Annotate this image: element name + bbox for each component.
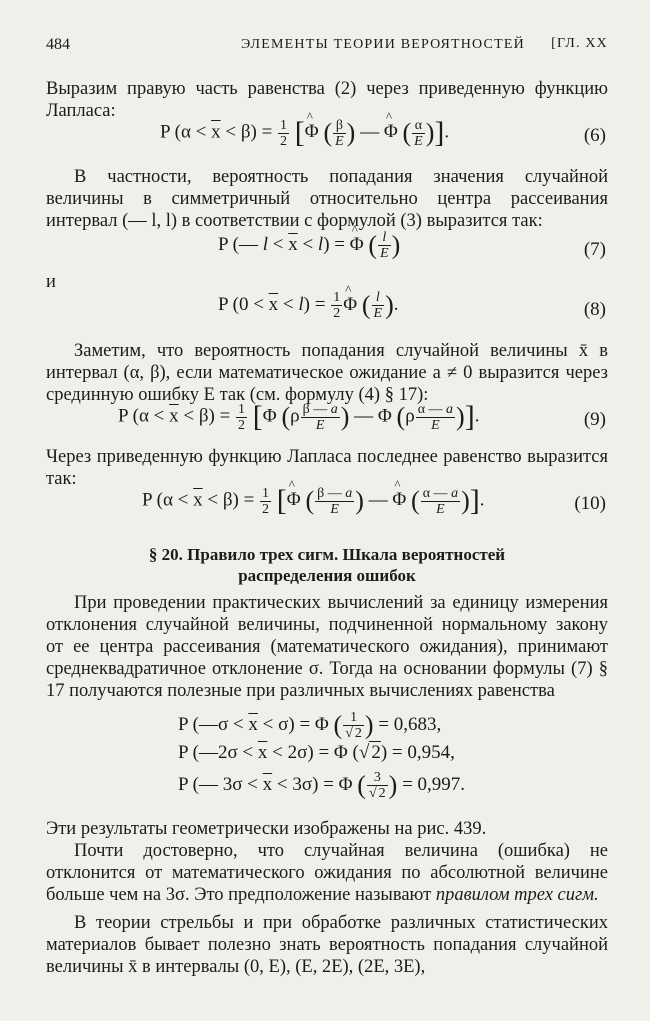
section-heading-line-2: распределения ошибок [238, 566, 416, 585]
word-and: и [46, 272, 56, 292]
equation-number-7: (7) [583, 239, 606, 260]
result-sigma-2: = 0,954, [391, 742, 455, 763]
formula-sigma-3 [0, 770, 650, 810]
formula-8 [0, 290, 650, 330]
equation-number-9: (9) [583, 409, 606, 430]
paragraph-3: Заметим, что вероятность попадания случайной величины x̄ в интервал (α, β), если математическое ожидание a ≠ 0 выразится через срединную ошибку E так (см. формулу (4) § 17): [46, 341, 608, 405]
formula-9-expression: P $(\alpha < \overline{x} < \beta)$ = $\frac{1}{2}$ [Φ (ρ $\frac{\beta — a}{E}$ ) — Φ (ρ $\frac{\alpha — a}{E}$ )]. [118, 400, 480, 433]
page-header [46, 36, 608, 58]
formula-sigma-1-expression: P (—σ < $\overline{x} < \sigma) = \Phi$ ( $\frac{1}{√ 2}$ ) = 0,683, [178, 710, 442, 741]
section-heading [46, 544, 608, 586]
formula-8-expression: P $(0 < \overline{x} < l)$ = $\frac{1}{2}$ ^ Φ ( $\frac{l}{E}$ ). [218, 290, 399, 321]
paragraph-1: Выразим правую часть равенства (2) через приведенную функцию Лапласа: [46, 79, 608, 121]
three-sigma-rule-term: правилом трех сигм. [435, 885, 599, 905]
formula-sigma-2-expression: P (—2σ < $\overline{x} < 2\sigma) = \Phi$ (√ 2) = 0,954, [178, 742, 455, 763]
equation-number-8: (8) [583, 299, 606, 320]
formula-10 [0, 484, 650, 524]
formula-7-expression: P (— $l < \overline{x} < l$) = ^ Φ ( $\frac{l}{E}$ ) [218, 230, 400, 261]
formula-9 [0, 400, 650, 440]
formula-7 [0, 230, 650, 270]
section-heading-line-1: § 20. Правило трех сигм. Шкала вероятностей [148, 545, 506, 564]
page-number: 484 [46, 36, 70, 53]
paragraph-2: В частности, вероятность попадания значения случайной величины в симметричный относительно центра рассеивания интервал (— l, l) в соответствии с формулой (3) выразится так: [46, 167, 608, 231]
formula-sigma-3-expression: P (— $3\sigma < \overline{x} < 3\sigma) = \Phi$ ( $\frac{3}{√ 2}$ ) = 0,997. [178, 770, 466, 801]
paragraph-4: Через приведенную функцию Лапласа последнее равенство выразится так: [46, 447, 608, 489]
chapter-label: [ГЛ. XX [551, 36, 608, 51]
paragraph-7-text: Почти достоверно, что случайная величина (ошибка) не отклонится от математического ожидания по абсолютной величине больше чем на 3σ. Это предположение называют [46, 841, 608, 905]
paragraph-6: Эти результаты геометрически изображены на рис. 439. [46, 819, 487, 839]
equation-number-6: (6) [583, 125, 606, 146]
paragraph-8: В теории стрельбы и при обработке различных статистических материалов бывает полезно знать вероятность попадания случайной величины x̄ в интервалы (0, E), (E, 2E), (2E, 3E), [46, 913, 608, 977]
paragraph-7 [46, 840, 608, 906]
paragraph-5: При проведении практических вычислений за единицу измерения отклонения случайной величины, подчиненной нормальному закону от ее центра рассеивания (математического ожидания), принимают среднеквадратичное отклонение σ. Тогда на основании формулы (7) § 17 получаются полезные при различных вычислениях равенства [46, 593, 608, 701]
result-sigma-3: = 0,997. [402, 773, 466, 795]
result-sigma-1: = 0,683, [378, 713, 442, 735]
formula-10-expression: P $(\alpha < \overline{x} < \beta)$ = $\frac{1}{2}$ [^ Φ ( $\frac{\beta — a}{E}$ ) — ^ Φ ( $\frac{\alpha — a}{E}$ )]. [142, 484, 484, 518]
equation-number-10: (10) [574, 493, 606, 514]
formula-6 [0, 116, 650, 156]
running-title: ЭЛЕМЕНТЫ ТЕОРИИ ВЕРОЯТНОСТЕЙ [241, 37, 525, 52]
formula-6-expression: P $(\alpha < \overline{x} < \beta)$ = $\frac{1}{2}$ [^ Φ ( $\frac{\beta}{E}$ ) — ^ Φ ( $\frac{\alpha}{E}$ )]. [160, 116, 449, 150]
